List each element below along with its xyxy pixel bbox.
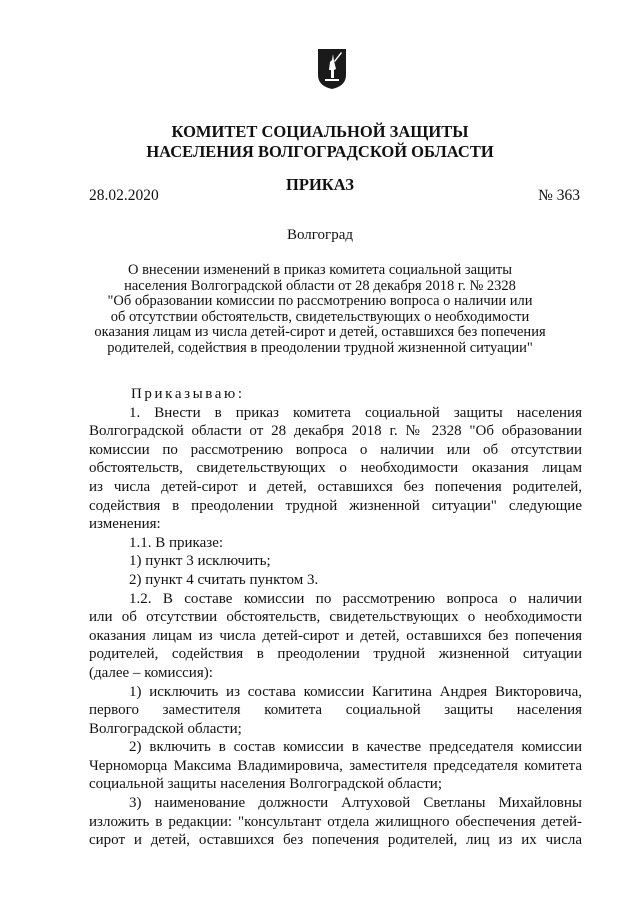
document-number: № 363 — [538, 187, 580, 204]
body-line: первого заместителя комитета социальной защиты населения — [89, 702, 582, 719]
order-body — [89, 385, 582, 850]
body-line: Волгоградской области от 28 декабря 2018 г. № 2328 "Об образовании — [89, 423, 582, 440]
body-line: Черноморца Максима Владимировича, заместителя председателя комитета — [89, 757, 582, 774]
body-line: (далее – комиссия): — [89, 664, 213, 681]
organization-name — [0, 122, 640, 162]
order-subject — [0, 263, 640, 357]
volgograd-emblem-icon — [317, 48, 347, 90]
body-line: Волгоградской области; — [89, 720, 242, 737]
subject-line: об отсутствии обстоятельств, свидетельствующих о необходимости — [110, 308, 530, 325]
body-line: 2) пункт 4 считать пунктом 3. — [129, 571, 319, 588]
body-line: содействия в преодолении трудной жизненной ситуации" следующие — [89, 497, 582, 514]
body-line: изменения: — [89, 516, 161, 533]
body-line: родителей, содействия в преодолении трудной жизненной ситуации — [89, 646, 582, 663]
org-line-1: КОМИТЕТ СОЦИАЛЬНОЙ ЗАЩИТЫ — [171, 122, 469, 141]
body-line: оказания лицам из числа детей-сирот и детей, оставшихся без попечения — [89, 627, 582, 644]
city: Волгоград — [286, 227, 353, 243]
subject-line: родителей, содействия в преодолении трудной жизненной ситуации" — [107, 339, 533, 356]
order-word: Приказываю: — [131, 386, 245, 402]
document-type: ПРИКАЗ — [286, 175, 354, 194]
body-line: изложить в редакции: "консультант отдела жилищного обеспечения детей- — [89, 813, 582, 830]
org-line-2: НАСЕЛЕНИЯ ВОЛГОГРАДСКОЙ ОБЛАСТИ — [146, 142, 494, 161]
subject-line: "Об образовании комиссии по рассмотрению вопроса о наличии или — [107, 293, 533, 310]
body-line: 1.1. В приказе: — [129, 534, 224, 551]
document-date: 28.02.2020 — [89, 187, 159, 204]
body-line: комиссии по рассмотрению вопроса о наличии или об отсутствии — [89, 441, 582, 458]
body-line: социальной защиты населения Волгоградской области; — [89, 776, 442, 793]
body-line: или об отсутствии обстоятельств, свидетельствующих о необходимости — [89, 609, 582, 626]
body-line: из числа детей-сирот и детей, оставшихся без попечения родителей, — [89, 478, 582, 495]
body-line: 1. Внести в приказ комитета социальной защиты населения — [129, 404, 582, 421]
subject-line: О внесении изменений в приказ комитета социальной защиты — [127, 262, 513, 278]
body-line: сирот и детей, оставшихся без попечения родителей, лиц из их числа — [89, 832, 582, 849]
body-line: 1) пункт 3 исключить; — [129, 553, 271, 570]
body-line: 1.2. В составе комиссии по рассмотрению вопроса о наличии — [129, 590, 582, 607]
body-line: обстоятельств, свидетельствующих о необходимости оказания лицам — [89, 460, 582, 477]
subject-line: оказания лицам из числа детей-сирот и детей, оставшихся без попечения — [94, 324, 546, 341]
subject-line: населения Волгоградской области от 28 декабря 2018 г. № 2328 — [124, 277, 516, 294]
body-line: 2) включить в состав комиссии в качестве председателя комиссии — [129, 739, 582, 756]
body-line: 1) исключить из состава комиссии Кагитина Андрея Викторовича, — [129, 683, 582, 700]
body-line: 3) наименование должности Алтуховой Светланы Михайловны — [129, 795, 582, 812]
